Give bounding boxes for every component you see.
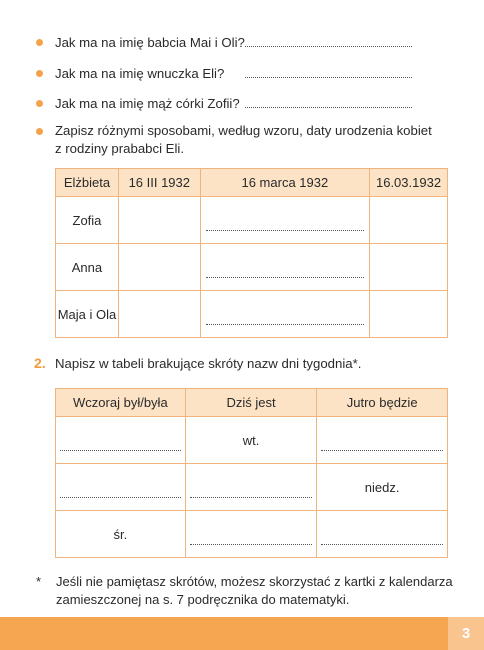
cell-empty[interactable] xyxy=(118,244,200,291)
footnote-line1: Jeśli nie pamiętasz skrótów, możesz skorzystać z kartki z kalendarza xyxy=(56,574,453,589)
cell-empty[interactable] xyxy=(118,291,200,338)
header-roman-date: 16 III 1932 xyxy=(118,169,200,197)
question-3: Jak ma na imię mąż córki Zofii? xyxy=(55,96,240,111)
answer-line[interactable] xyxy=(190,544,313,545)
cell-empty[interactable] xyxy=(370,244,448,291)
answer-line[interactable] xyxy=(190,497,313,498)
answer-line[interactable] xyxy=(206,277,364,278)
task-number: 2. xyxy=(34,355,46,371)
cell-answer[interactable] xyxy=(56,464,186,511)
question-1: Jak ma na imię babcia Mai i Oli? xyxy=(55,35,245,50)
bullet-icon xyxy=(36,100,43,107)
answer-line[interactable] xyxy=(321,544,443,545)
cell-answer[interactable] xyxy=(185,464,317,511)
row-label-maja-ola: Maja i Ola xyxy=(56,291,119,338)
answer-line[interactable] xyxy=(206,230,364,231)
bullet-icon xyxy=(36,128,43,135)
task2-text: Napisz w tabeli brakujące skróty nazw dni tygodnia*. xyxy=(55,356,362,371)
answer-line[interactable] xyxy=(206,324,364,325)
task1-line1: Zapisz różnymi sposobami, według wzoru, daty urodzenia kobiet xyxy=(55,123,432,138)
cell-given-sr: śr. xyxy=(56,511,186,558)
weekdays-table xyxy=(55,388,448,558)
cell-answer[interactable] xyxy=(56,417,186,464)
footnote-line2: zamieszczonej na s. 7 podręcznika do matematyki. xyxy=(56,592,350,607)
cell-answer[interactable] xyxy=(185,511,317,558)
task1-line2: z rodziny prababci Eli. xyxy=(55,141,185,156)
answer-line-2[interactable] xyxy=(245,77,412,78)
bullet-icon xyxy=(36,39,43,46)
header-yesterday: Wczoraj był/była xyxy=(56,389,186,417)
dates-table xyxy=(55,168,448,338)
header-word-date: 16 marca 1932 xyxy=(200,169,369,197)
header-elzbieta: Elżbieta xyxy=(56,169,119,197)
cell-answer[interactable] xyxy=(317,511,448,558)
cell-given-niedz: niedz. xyxy=(317,464,448,511)
answer-line[interactable] xyxy=(321,450,443,451)
answer-line[interactable] xyxy=(60,450,181,451)
row-label-anna: Anna xyxy=(56,244,119,291)
header-tomorrow: Jutro będzie xyxy=(317,389,448,417)
cell-answer[interactable] xyxy=(200,197,369,244)
cell-empty[interactable] xyxy=(118,197,200,244)
cell-empty[interactable] xyxy=(370,291,448,338)
bottom-bar xyxy=(0,617,484,650)
answer-line[interactable] xyxy=(60,497,181,498)
footnote-star: * xyxy=(36,574,42,589)
header-today: Dziś jest xyxy=(185,389,317,417)
row-label-zofia: Zofia xyxy=(56,197,119,244)
cell-empty[interactable] xyxy=(370,197,448,244)
answer-line-3[interactable] xyxy=(245,107,412,108)
answer-line-1[interactable] xyxy=(245,46,412,47)
question-2: Jak ma na imię wnuczka Eli? xyxy=(55,66,225,81)
cell-answer[interactable] xyxy=(200,291,369,338)
header-numeric-date: 16.03.1932 xyxy=(370,169,448,197)
cell-given-wt: wt. xyxy=(185,417,317,464)
page-number: 3 xyxy=(448,617,484,650)
cell-answer[interactable] xyxy=(317,417,448,464)
bullet-icon xyxy=(36,70,43,77)
cell-answer[interactable] xyxy=(200,244,369,291)
